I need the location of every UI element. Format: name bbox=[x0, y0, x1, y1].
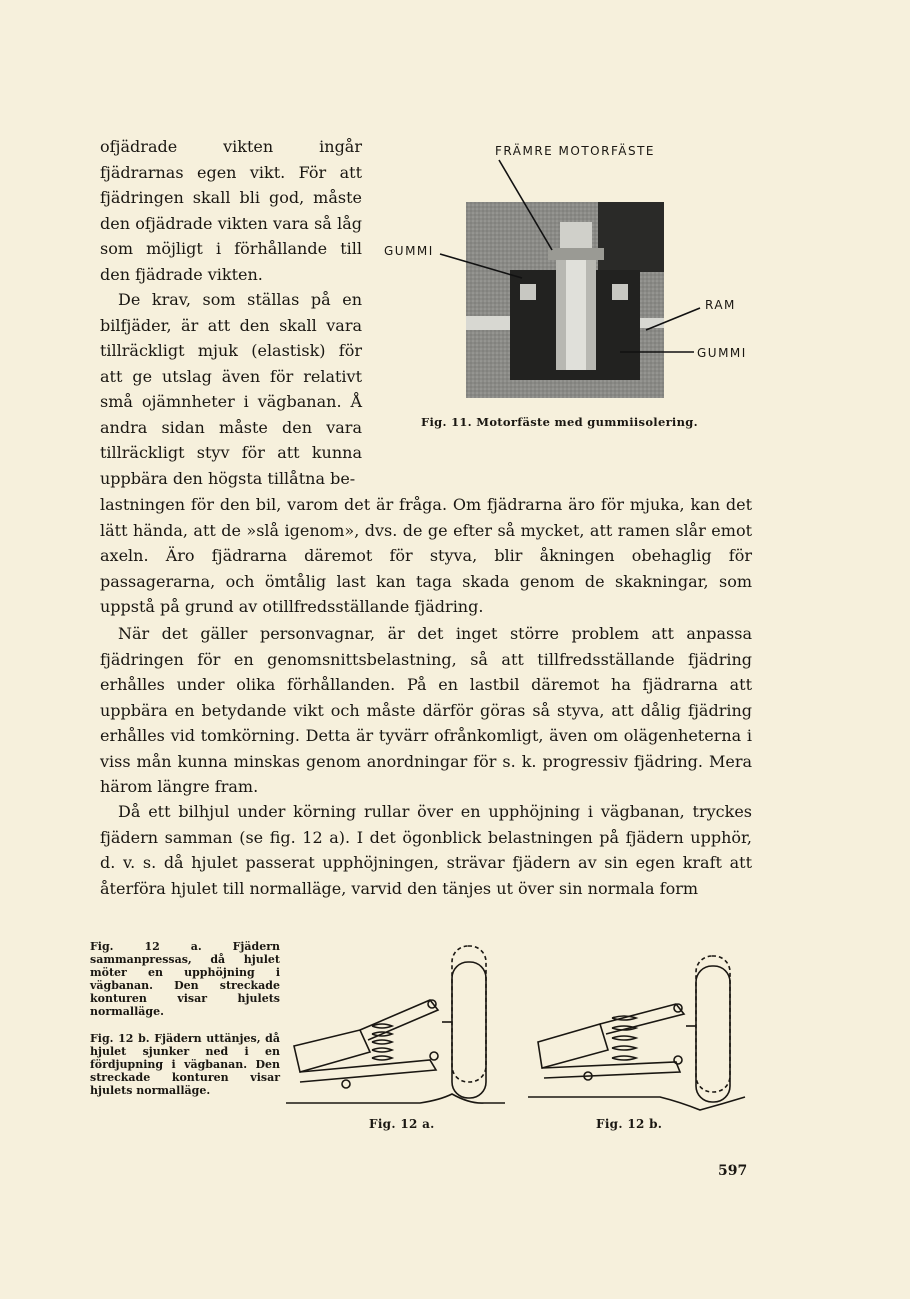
label-gummi-right: GUMMI bbox=[697, 346, 747, 360]
figure-12a-drawing bbox=[286, 946, 505, 1103]
paragraph-3: lastningen för den bil, varom det är fråga. Om fjädrarna äro för mjuka, kan det lätt hända, att de »slå igenom», dvs. de ge efter så mycket, att ramen slår emot axeln. Äro fjädrarna däremot för styva, blir åkningen obehaglig för passagerarna, och ömtålig last kan taga skada genom de skakningar, som uppstå på grund av otillfredsställande fjädring. bbox=[100, 495, 752, 616]
label-ram: RAM bbox=[705, 298, 736, 312]
page-number: 597 bbox=[718, 1163, 748, 1179]
label-gummi-left: GUMMI bbox=[384, 244, 434, 258]
figure-11-caption: Fig. 11. Motorfäste med gummiisolering. bbox=[421, 415, 698, 429]
paragraph-2: De krav, som ställas på en bilfjäder, är att den skall vara tillräckligt mjuk (elastisk) för att ge utslag även för relativt små ojämnheter i vägbanan. Å andra sidan måste den vara tillräckligt styv för att kunna uppbära den högsta tillåtna be- bbox=[100, 290, 362, 488]
figure-12b-label: Fig. 12 b. bbox=[596, 1117, 663, 1131]
figure-12a-label: Fig. 12 a. bbox=[369, 1117, 435, 1131]
paragraph-1: ofjädrade vikten ingår fjädrarnas egen vikt. För att fjädringen skall bli god, måste den ofjädrade vikten vara så låg som möjligt i förhållande till den fjädrade vikten. bbox=[100, 137, 362, 284]
figure-12b-side-caption: Fig. 12 b. Fjädern uttänjes, då hjulet sjunker ned i en fördjupning i vägbanan. Den streckade konturen visar hjulets normalläge. bbox=[90, 1032, 280, 1097]
paragraph-4: När det gäller personvagnar, är det inget större problem att anpassa fjädringen för en genomsnittsbelastning, så att tillfredsställande fjädring erhålles under olika förhållanden. På en lastbil däremot ha fjädrarna att uppbära en betydande vikt och måste därför göras så styva, att dålig fjädring erhålles vid tomkörning. Detta är tyvärr ofrånkomligt, även om olägenheterna i viss mån kunna minskas genom anordningar för s. k. progressiv fjädring. Mera härom längre fram. bbox=[100, 624, 752, 796]
label-framre-motorfaste: FRÄMRE MOTORFÄSTE bbox=[495, 144, 656, 158]
figure-12b-drawing bbox=[528, 956, 745, 1110]
paragraph-5: Då ett bilhjul under körning rullar över en upphöjning i vägbanan, tryckes fjädern samman (se fig. 12 a). I det ögonblick belastningen på fjädern upphör, d. v. s. då hjulet passerat upphöjningen, strävar fjädern av sin egen kraft att återföra hjulet till normalläge, varvid den tänjes ut över sin normala form bbox=[100, 802, 752, 898]
figure-12a-side-caption: Fig. 12 a. Fjädern sammanpressas, då hjulet möter en upphöjning i vägbanan. Den streckade konturen visar hjulets normalläge. bbox=[90, 940, 280, 1018]
